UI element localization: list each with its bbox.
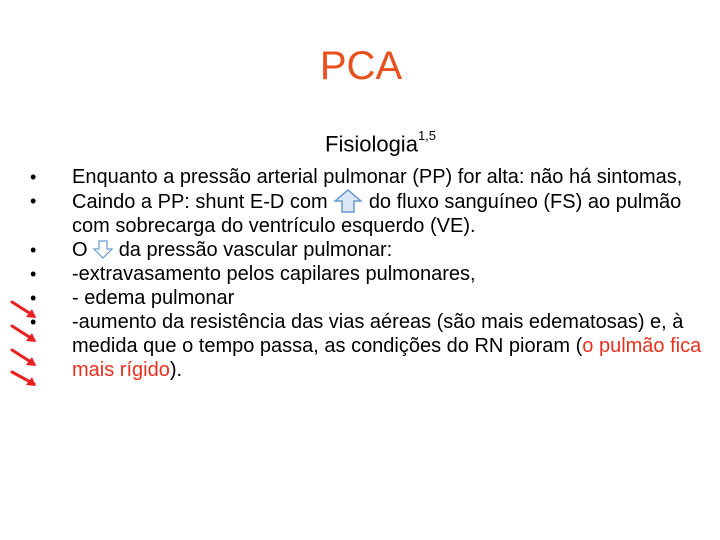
highlight-text: o pulmão fica mais rígido <box>72 335 702 381</box>
slide-subtitle <box>325 128 437 157</box>
bullet-item: • -aumento da resistência das vias aéreas (são mais edematosas) e, à medida que o tempo passa, as condições do RN pioram (o pulmão fica mais rígido). <box>30 310 720 382</box>
bullet-item: • - edema pulmonar <box>30 286 720 310</box>
bullet-item: • Enquanto a pressão arterial pulmonar (PP) for alta: não há sintomas, <box>30 165 720 189</box>
bullet-item: • Caindo a PP: shunt E-D com do fluxo sanguíneo (FS) ao pulmão com sobrecarga do ventrículo esquerdo (VE). <box>30 189 720 238</box>
down-arrow-icon <box>93 239 113 259</box>
slide-title: PCA <box>319 44 403 88</box>
bullet-item: • -extravasamento pelos capilares pulmonares, <box>30 262 720 286</box>
bullet-list <box>30 165 720 382</box>
up-arrow-icon <box>333 189 363 213</box>
subtitle-reference: 1,5 <box>417 128 437 143</box>
red-diagonal-arrow-icon <box>6 300 42 390</box>
bullet-item: • O da pressão vascular pulmonar: <box>30 238 720 262</box>
subtitle-text: Fisiologia <box>325 131 418 157</box>
